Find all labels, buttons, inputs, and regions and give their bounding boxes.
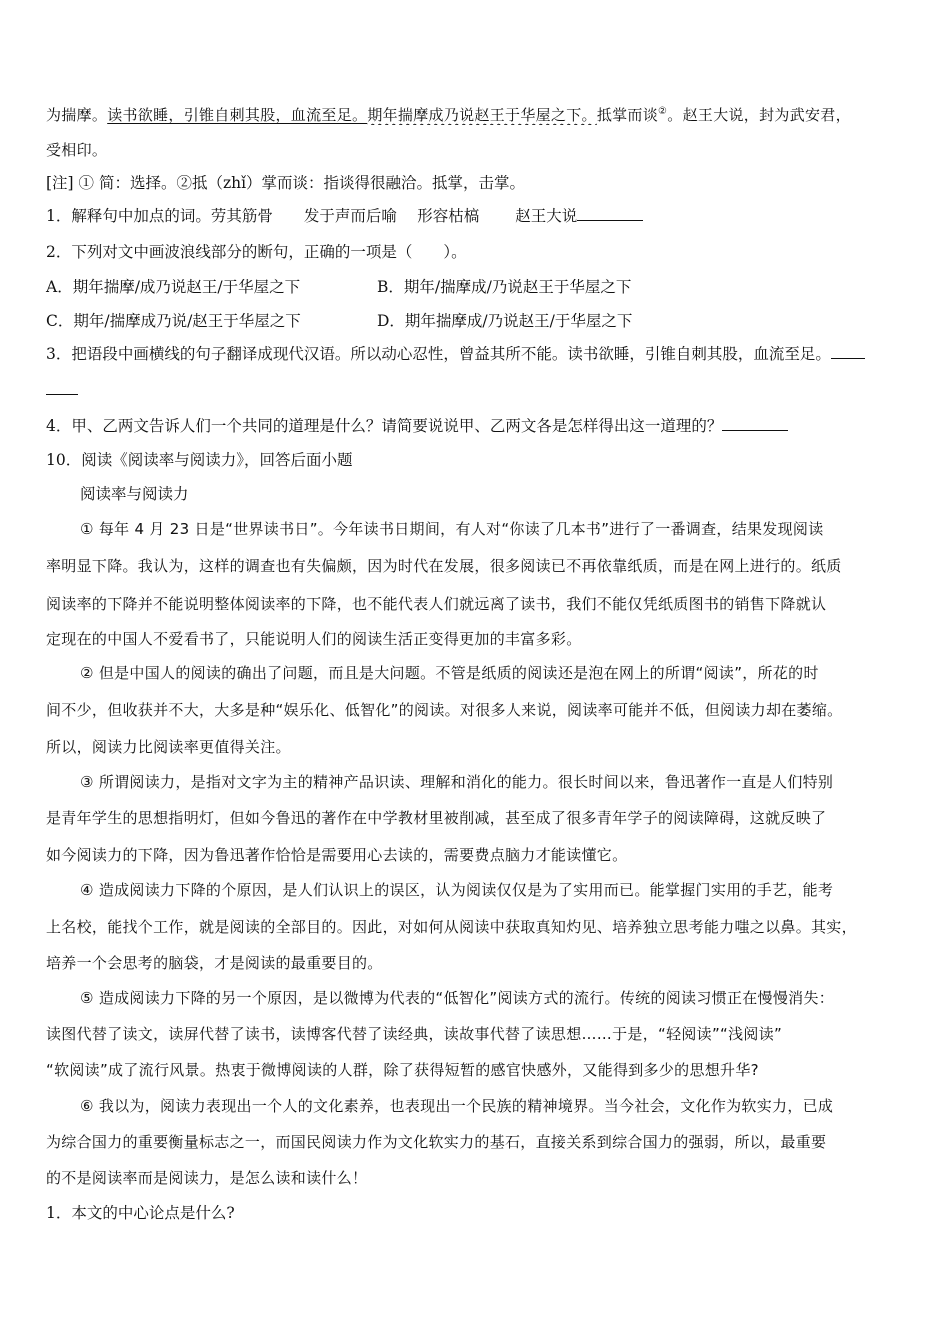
passage-end-b: 。赵王大说，封为武安君， [667, 106, 851, 124]
article-line: ② 但是中国人的阅读的确出了问题，而且是大问题。不管是纸质的阅读还是泡在网上的所谓“阅读”，所花的时 [80, 664, 819, 682]
passage-line-2: 受相印。 [46, 141, 108, 159]
answer-blank[interactable] [46, 380, 78, 395]
passage-start: 为揣摩。 [46, 106, 108, 124]
question-3-continued [46, 380, 920, 400]
article-line: 培养一个会思考的脑袋，才是阅读的最重要目的。 [46, 954, 383, 972]
article-line: ⑤ 造成阅读力下降的另一个原因，是以微博为代表的“低智化”阅读方式的流行。传统的阅读习惯正在慢慢消失： [80, 989, 835, 1007]
question-3 [46, 344, 920, 364]
article-line: 读图代替了读文，读屏代替了读书，读博客代替了读经典，读故事代替了读思想……于是，“轻阅读”“浅阅读” [46, 1025, 783, 1043]
article-line: ⑥ 我以为，阅读力表现出一个人的文化素养，也表现出一个民族的精神境界。当今社会，文化作为软实力，已成 [80, 1097, 834, 1115]
option-a[interactable]: A．期年揣摩/成乃说赵王/于华屋之下 [46, 278, 301, 296]
section-10-header: 10．阅读《阅读率与阅读力》，回答后面小题 [46, 451, 353, 469]
underlined-sentence: 读书欲睡，引锥自刺其股，血流至足。 [107, 106, 368, 124]
article-line: 为综合国力的重要衡量标志之一，而国民阅读力作为文化软实力的基石，直接关系到综合国力的强弱，所以，最重要 [46, 1133, 827, 1151]
passage-end-a: 抵掌而谈 [596, 106, 659, 124]
article-line: ③ 所谓阅读力，是指对文字为主的精神产品识读、理解和消化的能力。很长时间以来，鲁迅著作一直是人们特别 [80, 773, 834, 791]
footnote-mark: ② [658, 106, 668, 117]
answer-blank[interactable] [577, 206, 643, 221]
note-line: [注] ① 简：选择。②抵（zhǐ）掌而谈：指谈得很融洽。抵掌，击掌。 [46, 174, 526, 192]
question-1 [46, 206, 920, 226]
article-title: 阅读率与阅读力 [80, 485, 189, 503]
article-line: “软阅读”成了流行风景。热衷于微博阅读的人群，除了获得短暂的感官快感外，又能得到多少的思想升华? [46, 1061, 759, 1079]
article-line: 的不是阅读率而是阅读力，是怎么读和读什么！ [46, 1169, 368, 1187]
article-line: ④ 造成阅读力下降的个原因，是人们认识上的误区，认为阅读仅仅是为了实用而已。能掌握门实用的手艺，能考 [80, 881, 834, 899]
option-c[interactable]: C．期年/揣摩成乃说/赵王于华屋之下 [46, 312, 301, 330]
option-b[interactable]: B．期年/揣摩成/乃说赵王于华屋之下 [377, 278, 632, 296]
article-line: 定现在的中国人不爱看书了，只能说明人们的阅读生活正变得更加的丰富多彩。 [46, 630, 582, 648]
question-4-text: 4．甲、乙两文告诉人们一个共同的道理是什么？请简要说说甲、乙两文各是怎样得出这一道理的？ [46, 417, 723, 435]
answer-blank[interactable] [722, 416, 788, 431]
article-line: 是青年学生的思想指明灯，但如今鲁迅的著作在中学教材里被削减，甚至成了很多青年学子的阅读障碍，这就反映了 [46, 809, 827, 827]
article-line: ① 每年 4 月 23 日是“世界读书日”。今年读书日期间，有人对“你读了几本书”进行了一番调查，结果发现阅读 [80, 520, 824, 538]
question-4 [46, 416, 920, 436]
answer-blank[interactable] [831, 344, 865, 359]
section-10-question-1: 1．本文的中心论点是什么? [46, 1204, 235, 1222]
question-3-text: 3．把语段中画横线的句子翻译成现代汉语。所以动心忍性，曾益其所不能。读书欲睡，引锥自刺其股，血流至足。 [46, 345, 831, 363]
article-line: 阅读率的下降并不能说明整体阅读率的下降，也不能代表人们就远离了读书，我们不能仅凭纸质图书的销售下降就认 [46, 595, 827, 613]
question-2: 2．下列对文中画波浪线部分的断句，正确的一项是（ ）。 [46, 243, 467, 261]
article-line: 上名校，能找个工作，就是阅读的全部目的。因此，对如何从阅读中获取真知灼见、培养独立思考能力嗤之以鼻。其实， [46, 918, 857, 936]
passage-line-1 [46, 102, 920, 125]
article-line: 如今阅读力的下降，因为鲁迅著作恰恰是需要用心去读的，需要费点脑力才能读懂它。 [46, 846, 628, 864]
question-1-text: 1．解释句中加点的词。劳其筋骨 发于声而后喻 形容枯槁 赵王大说 [46, 207, 578, 225]
article-line: 所以，阅读力比阅读率更值得关注。 [46, 738, 291, 756]
option-d[interactable]: D．期年揣摩成/乃说赵王/于华屋之下 [377, 312, 633, 330]
article-line: 率明显下降。我认为，这样的调查也有失偏颇，因为时代在发展，很多阅读已不再依靠纸质，而是在网上进行的。纸质 [46, 557, 842, 575]
wavy-sentence: 期年揣摩成乃说赵王于华屋之下。 [367, 106, 597, 124]
article-line: 间不少，但收获并不大，大多是种“娱乐化、低智化”的阅读。对很多人来说，阅读率可能并不低，但阅读力却在萎缩。 [46, 701, 843, 719]
